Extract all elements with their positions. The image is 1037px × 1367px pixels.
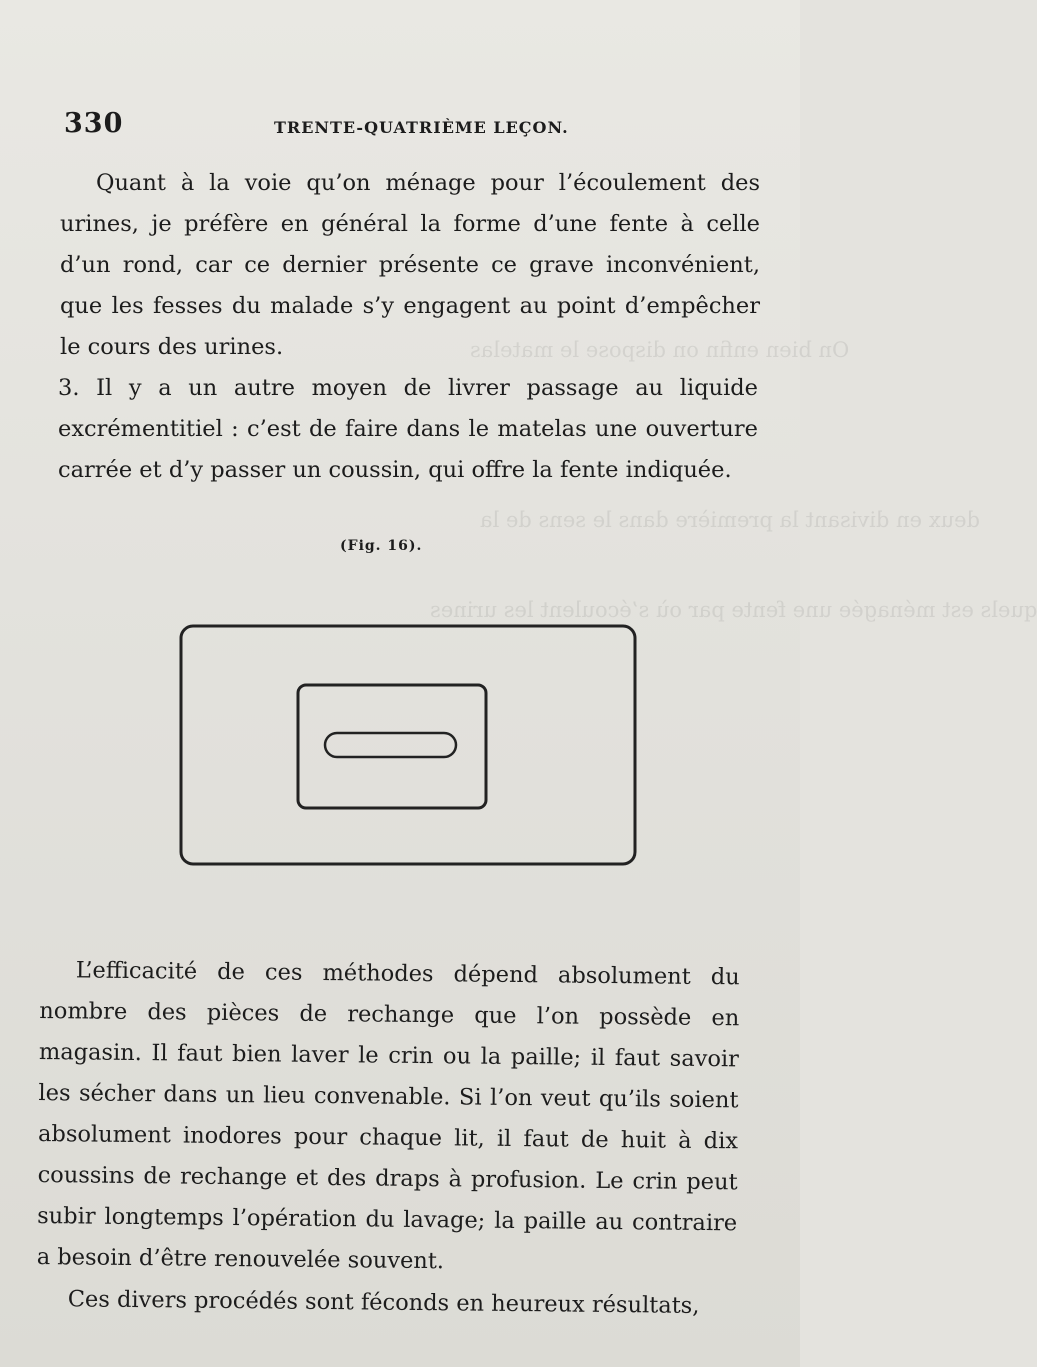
paragraph-2: 3. Il y a un autre moyen de livrer passage au liquide excrémentitiel : c’est de faire dans le matelas une ouverture carrée et d’y passer un coussin, qui offre la fente indiquée. bbox=[58, 375, 758, 483]
page-header bbox=[64, 108, 764, 144]
paragraph-3: L’efficacité de ces méthodes dépend absolument du nombre des pièces de rechange que l’on possède en magasin. Il faut bien laver le crin ou la paille; il faut savoir les sécher dans un lieu convenable. Si l’on veut qu’ils soient absolument inodores pour chaque lit, il faut de huit à dix coussins de rechange et des draps à profusion. Le crin peut subir longtemps l’opération du lavage; la paille au contraire a besoin d’être renouvelée souvent. bbox=[36, 957, 740, 1275]
mattress-outline bbox=[181, 626, 635, 864]
figure-16-cushion-diagram bbox=[175, 620, 645, 875]
paragraph-1: Quant à la voie qu’on ménage pour l’écoulement des urines, je préfère en général la forme d’une fente à celle d’un rond, car ce dernier présente ce grave inconvénient, que les fesses du malade s’y engagent au point d’empêcher le cours des urines. bbox=[60, 170, 760, 360]
slit-opening bbox=[325, 733, 456, 757]
show-through-text: deux en divisant la première dans le sens de la bbox=[480, 508, 980, 532]
running-title: TRENTE-QUATRIÈME LEÇON. bbox=[274, 118, 569, 137]
show-through-text: On bien enfin on dispose le matelas bbox=[470, 338, 850, 362]
paragraph-4: Ces divers procédés sont féconds en heureux résultats, bbox=[67, 1286, 700, 1319]
figure-caption: (Fig. 16). bbox=[340, 538, 423, 554]
show-through-text: quels est ménagée une fente par où s’écoulent les urines bbox=[430, 598, 1037, 622]
page-number: 330 bbox=[64, 108, 124, 139]
